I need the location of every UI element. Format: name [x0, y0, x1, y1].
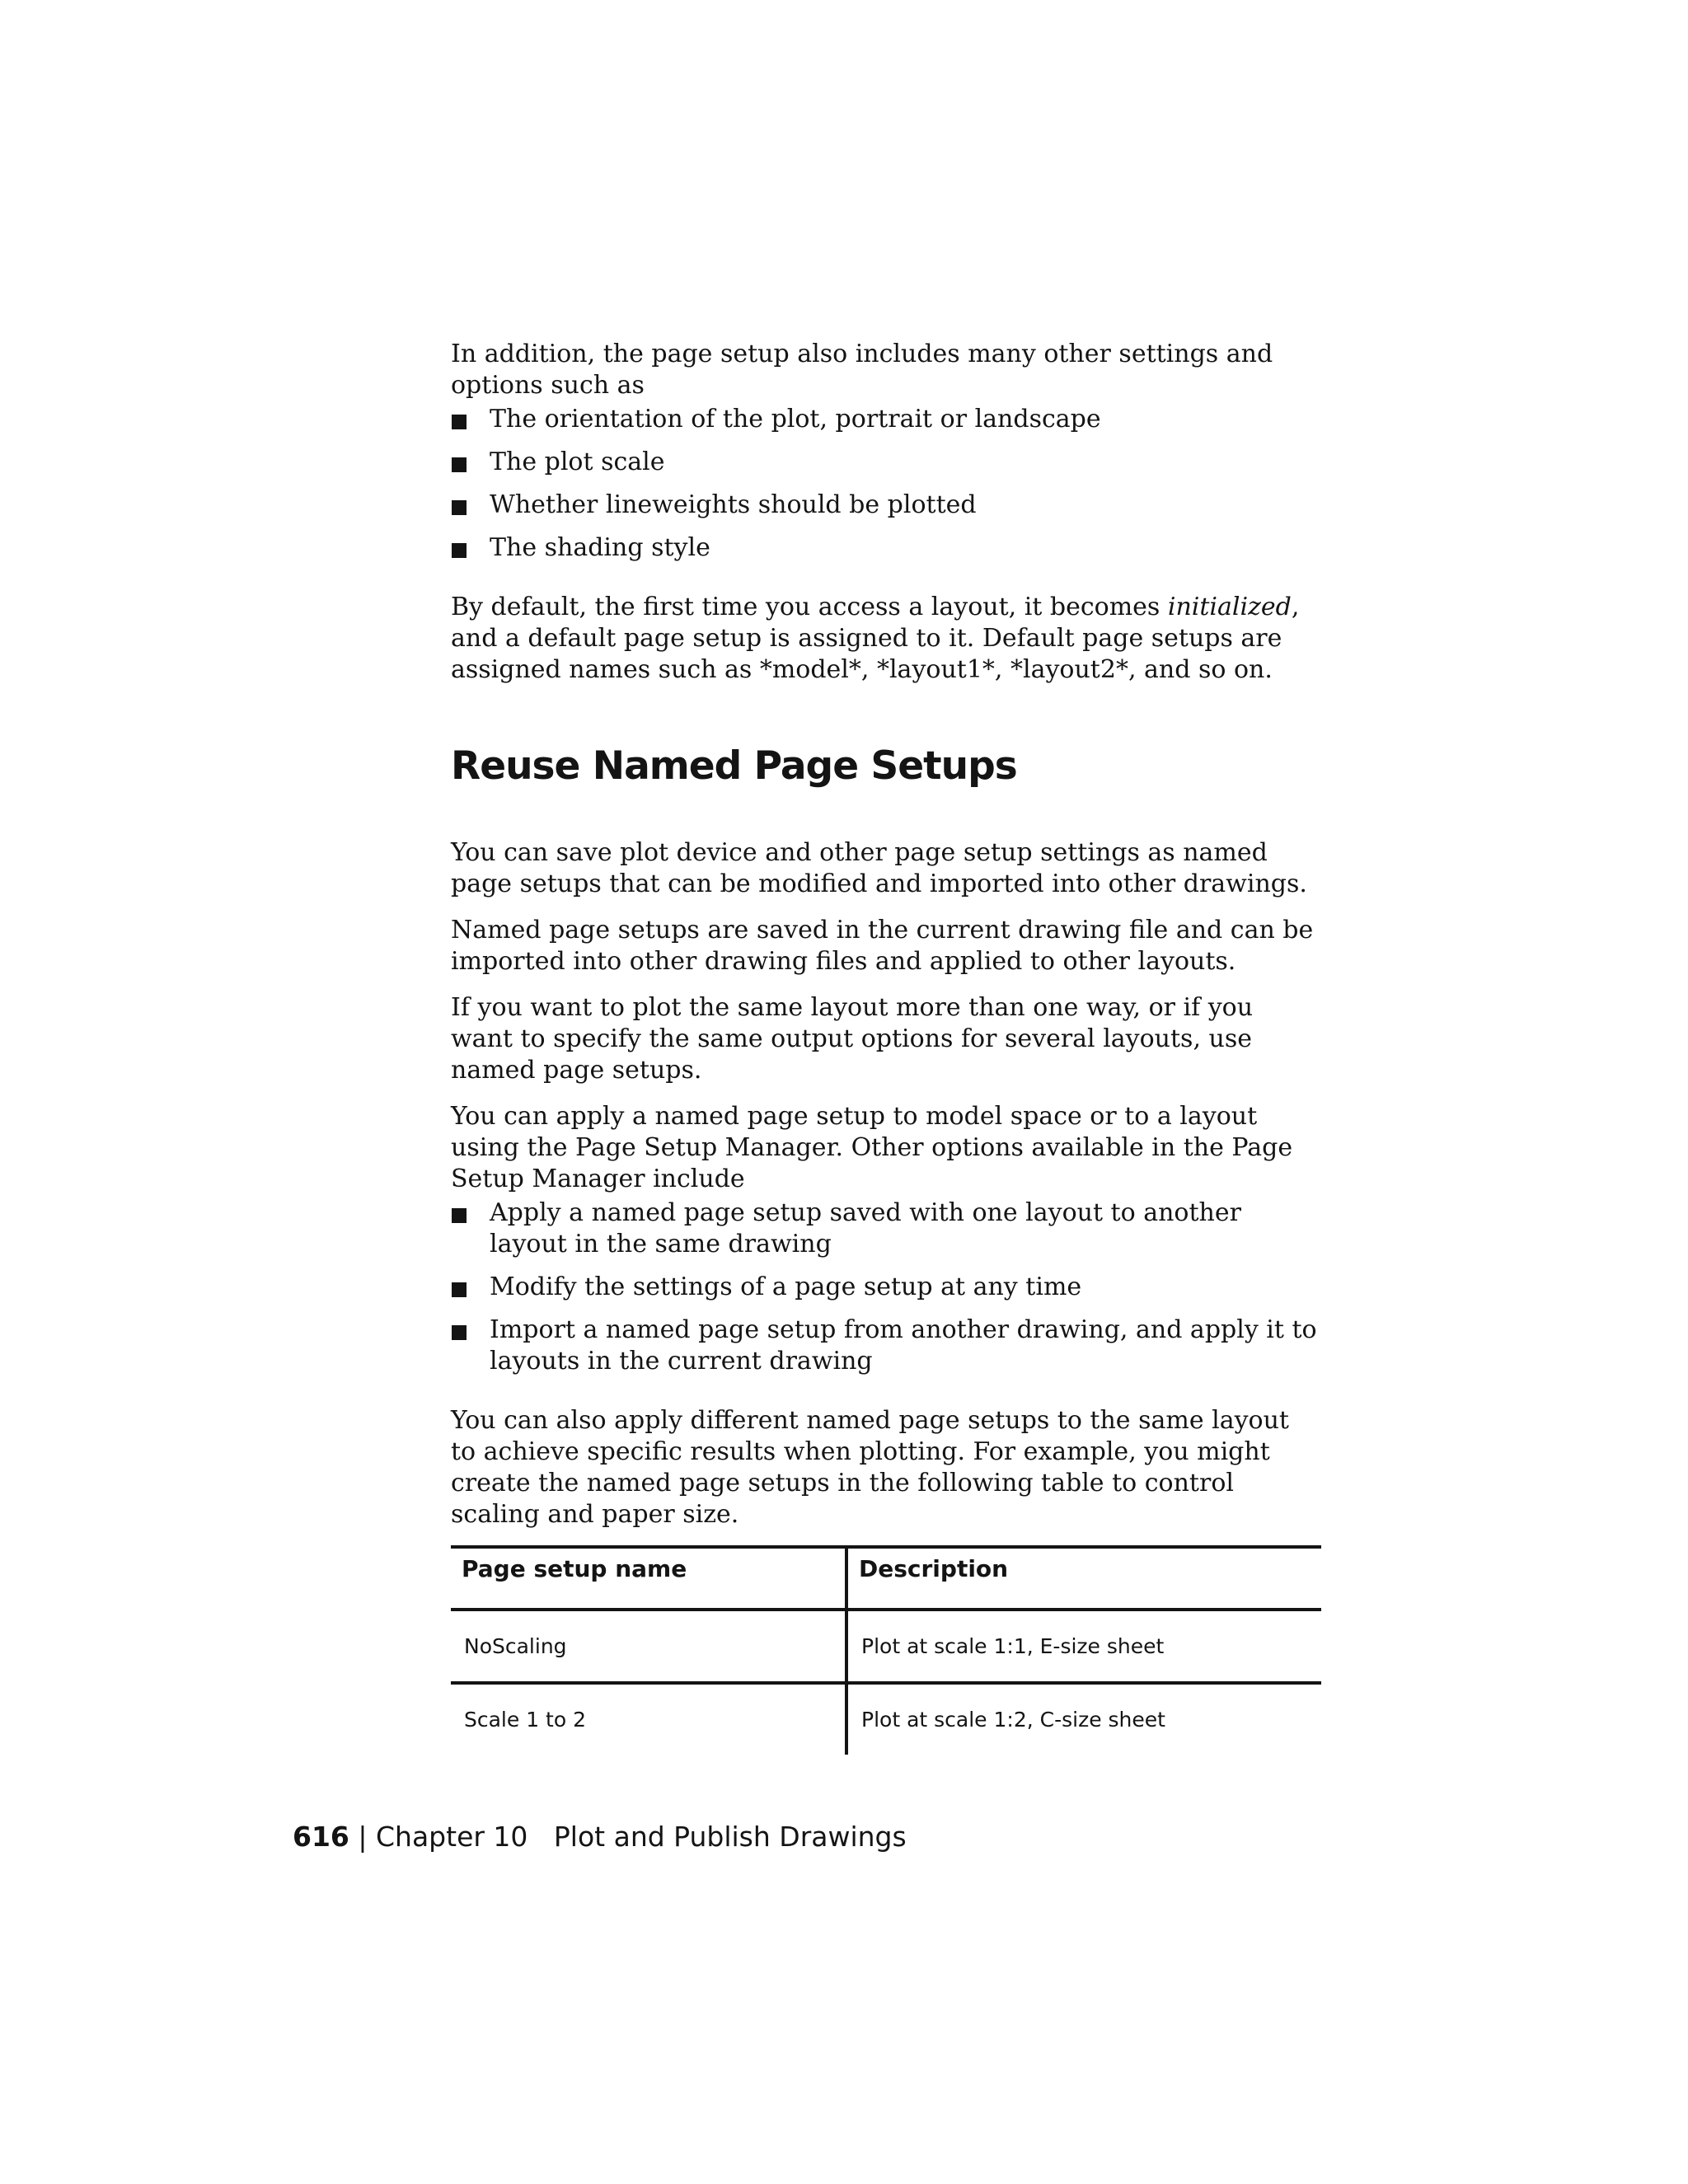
square-bullet-icon: [452, 457, 467, 472]
page-footer: [293, 1819, 907, 1855]
list-item-text: The shading style: [490, 533, 710, 562]
manager-options-list: [451, 1197, 1321, 1377]
list-item: [451, 447, 1321, 478]
table-row: [451, 1610, 1321, 1683]
table-row: [451, 1683, 1321, 1755]
table-header-row: [451, 1547, 1321, 1610]
emphasis-initialized: initialized: [1167, 593, 1292, 621]
chapter-label: Chapter 10: [376, 1821, 528, 1853]
table-cell-description: Plot at scale 1:2, C-size sheet: [861, 1707, 1165, 1732]
table-cell-setup-name: Scale 1 to 2: [451, 1683, 846, 1755]
column-header-description: Description: [846, 1547, 1321, 1610]
list-item-text: Import a named page setup from another drawing, and apply it to layouts in the current drawing: [490, 1315, 1317, 1376]
list-item: [451, 404, 1321, 435]
footer-separator: |: [349, 1821, 376, 1853]
square-bullet-icon: [452, 500, 467, 515]
list-item-text: Apply a named page setup saved with one layout to another layout in the same drawing: [490, 1198, 1241, 1258]
chapter-title: Plot and Publish Drawings: [553, 1821, 907, 1853]
square-bullet-icon: [452, 543, 467, 558]
list-item-text: Whether lineweights should be plotted: [490, 490, 977, 519]
list-item-text: The plot scale: [490, 448, 665, 476]
page-setups-table: [451, 1545, 1321, 1755]
table-cell-setup-name: NoScaling: [451, 1610, 846, 1683]
paragraph-text: By default, the first time you access a layout, it becomes: [451, 593, 1168, 621]
different-setups-paragraph: You can also apply different named page setups to the same layout to achieve specific results when plotting. For example, you might create the named page setups in the following table to control scaling and paper size.: [451, 1406, 1289, 1529]
list-item: [451, 1315, 1321, 1377]
default-setup-paragraph: [451, 592, 1321, 686]
page-setup-manager-paragraph: You can apply a named page setup to model space or to a layout using the Page Setup Manager. Other options available in the Page Setup Manager include: [451, 1102, 1293, 1193]
save-setups-paragraph: You can save plot device and other page setup settings as named page setups that can be modified and imported into other drawings.: [451, 838, 1307, 898]
list-item-text: Modify the settings of a page setup at any time: [490, 1272, 1082, 1301]
square-bullet-icon: [452, 1282, 467, 1297]
page-setup-options-list: [451, 404, 1321, 564]
section-heading: Reuse Named Page Setups: [451, 743, 1017, 789]
square-bullet-icon: [452, 415, 467, 429]
square-bullet-icon: [452, 1208, 467, 1223]
page-body: [451, 339, 1321, 1755]
table-cell-description: Plot at scale 1:1, E-size sheet: [846, 1610, 1321, 1683]
page-number: 616: [293, 1821, 349, 1853]
list-item: [451, 1272, 1321, 1303]
list-item-text: The orientation of the plot, portrait or landscape: [490, 405, 1101, 434]
list-item: [451, 490, 1321, 521]
paragraph-text: , and a default page setup is assigned to it. Default page setups are assigned names such as *model*, *layout1*, *layout2*, and so on.: [451, 593, 1300, 684]
list-item: [451, 1197, 1321, 1260]
saved-setups-paragraph: Named page setups are saved in the current drawing file and can be imported into other drawing files and applied to other layouts.: [451, 916, 1314, 976]
column-header-page-setup-name: Page setup name: [451, 1547, 846, 1610]
list-item: [451, 532, 1321, 564]
square-bullet-icon: [452, 1325, 467, 1340]
plot-same-layout-paragraph: If you want to plot the same layout more than one way, or if you want to specify the same output options for several layouts, use named page setups.: [451, 993, 1254, 1085]
intro-paragraph: In addition, the page setup also includes many other settings and options such as: [451, 340, 1273, 400]
footer-gap: [528, 1821, 553, 1853]
